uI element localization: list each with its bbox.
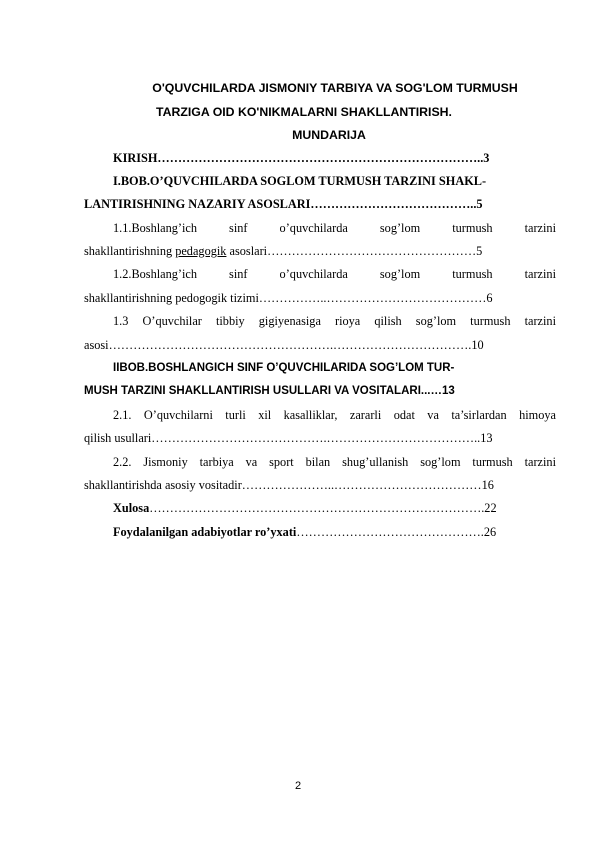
title-line-2: TARZIGA OID KO'NIKMALARNI SHAKLLANTIRISH. <box>156 105 452 119</box>
toc-section-1-3-line-2: asosi……………………………………………….…………………………….10 <box>84 338 484 352</box>
toc-entry-conclusion <box>113 500 556 516</box>
toc-references-label: Foydalanilgan adabiyotlar ro’yxati <box>113 525 297 539</box>
toc-chapter-2-line-1: IIBOB.BOSHLANGICH SINF O’QUVCHILARIDA SOG’LOM TUR- <box>113 362 455 374</box>
title-line-1: O'QUVCHILARDA JISMONIY TARBIYA VA SOG'LOM TURMUSH <box>152 81 518 95</box>
toc-chapter-2-line-2: MUSH TARZINI SHAKLLANTIRISH USULLARI VA VOSITALARI...…13 <box>84 385 455 397</box>
toc-section-1-3-line-1: 1.3 O’quvchilar tibbiy gigiyenasiga rioya qilish sog’lom turmush tarzini <box>113 314 556 328</box>
toc-section-1-1-line-2 <box>84 243 556 259</box>
toc-section-2-2-line-1: 2.2. Jismoniy tarbiya va sport bilan shug’ullanish sog’lom turmush tarzini <box>113 455 556 469</box>
toc-section-2-1-line-2: qilish usullari…………………………………….………………………………..13 <box>84 431 493 445</box>
toc-entry-intro: KIRISH……………………………………………………………………..3 <box>113 151 490 165</box>
toc-heading: MUNDARIJA <box>292 128 366 142</box>
toc-section-2-2-line-2: shakllantirishda asosiy vositadir…………………..………………………………16 <box>84 478 494 492</box>
toc-chapter-1-line-2: LANTIRISHNING NAZARIY ASOSLARI…………………………………..5 <box>84 197 483 211</box>
page-number: 2 <box>294 780 302 792</box>
toc-section-1-1-underlined-word: pedagogik <box>175 244 227 258</box>
toc-entry-references <box>113 524 556 540</box>
toc-conclusion-page: ……………………………………………………………………….22 <box>149 501 497 515</box>
toc-conclusion-label: Xulosa <box>113 501 150 515</box>
toc-section-1-1-line-1: 1.1.Boshlang’ich sinf o’quvchilarda sog’lom turmush tarzini <box>113 221 556 235</box>
toc-chapter-1-line-1: I.BOB.O’QUVCHILARDA SOGLOM TURMUSH TARZINI SHAKL- <box>113 174 487 188</box>
toc-section-2-1-line-1: 2.1. O’quvchilarni turli xil kasalliklar, zararli odat va ta’sirlardan himoya <box>113 408 556 422</box>
toc-section-1-1-page: asoslari……………………………………………5 <box>226 244 483 258</box>
toc-references-page: ……………………………………….26 <box>296 525 497 539</box>
toc-section-1-2-line-2: shakllantirishning pedogogik tizimi……………..…………………………………6 <box>84 291 493 305</box>
toc-section-1-1-text: shakllantirishning <box>84 244 176 258</box>
toc-section-1-2-line-1: 1.2.Boshlang’ich sinf o’quvchilarda sog’lom turmush tarzini <box>113 267 556 281</box>
